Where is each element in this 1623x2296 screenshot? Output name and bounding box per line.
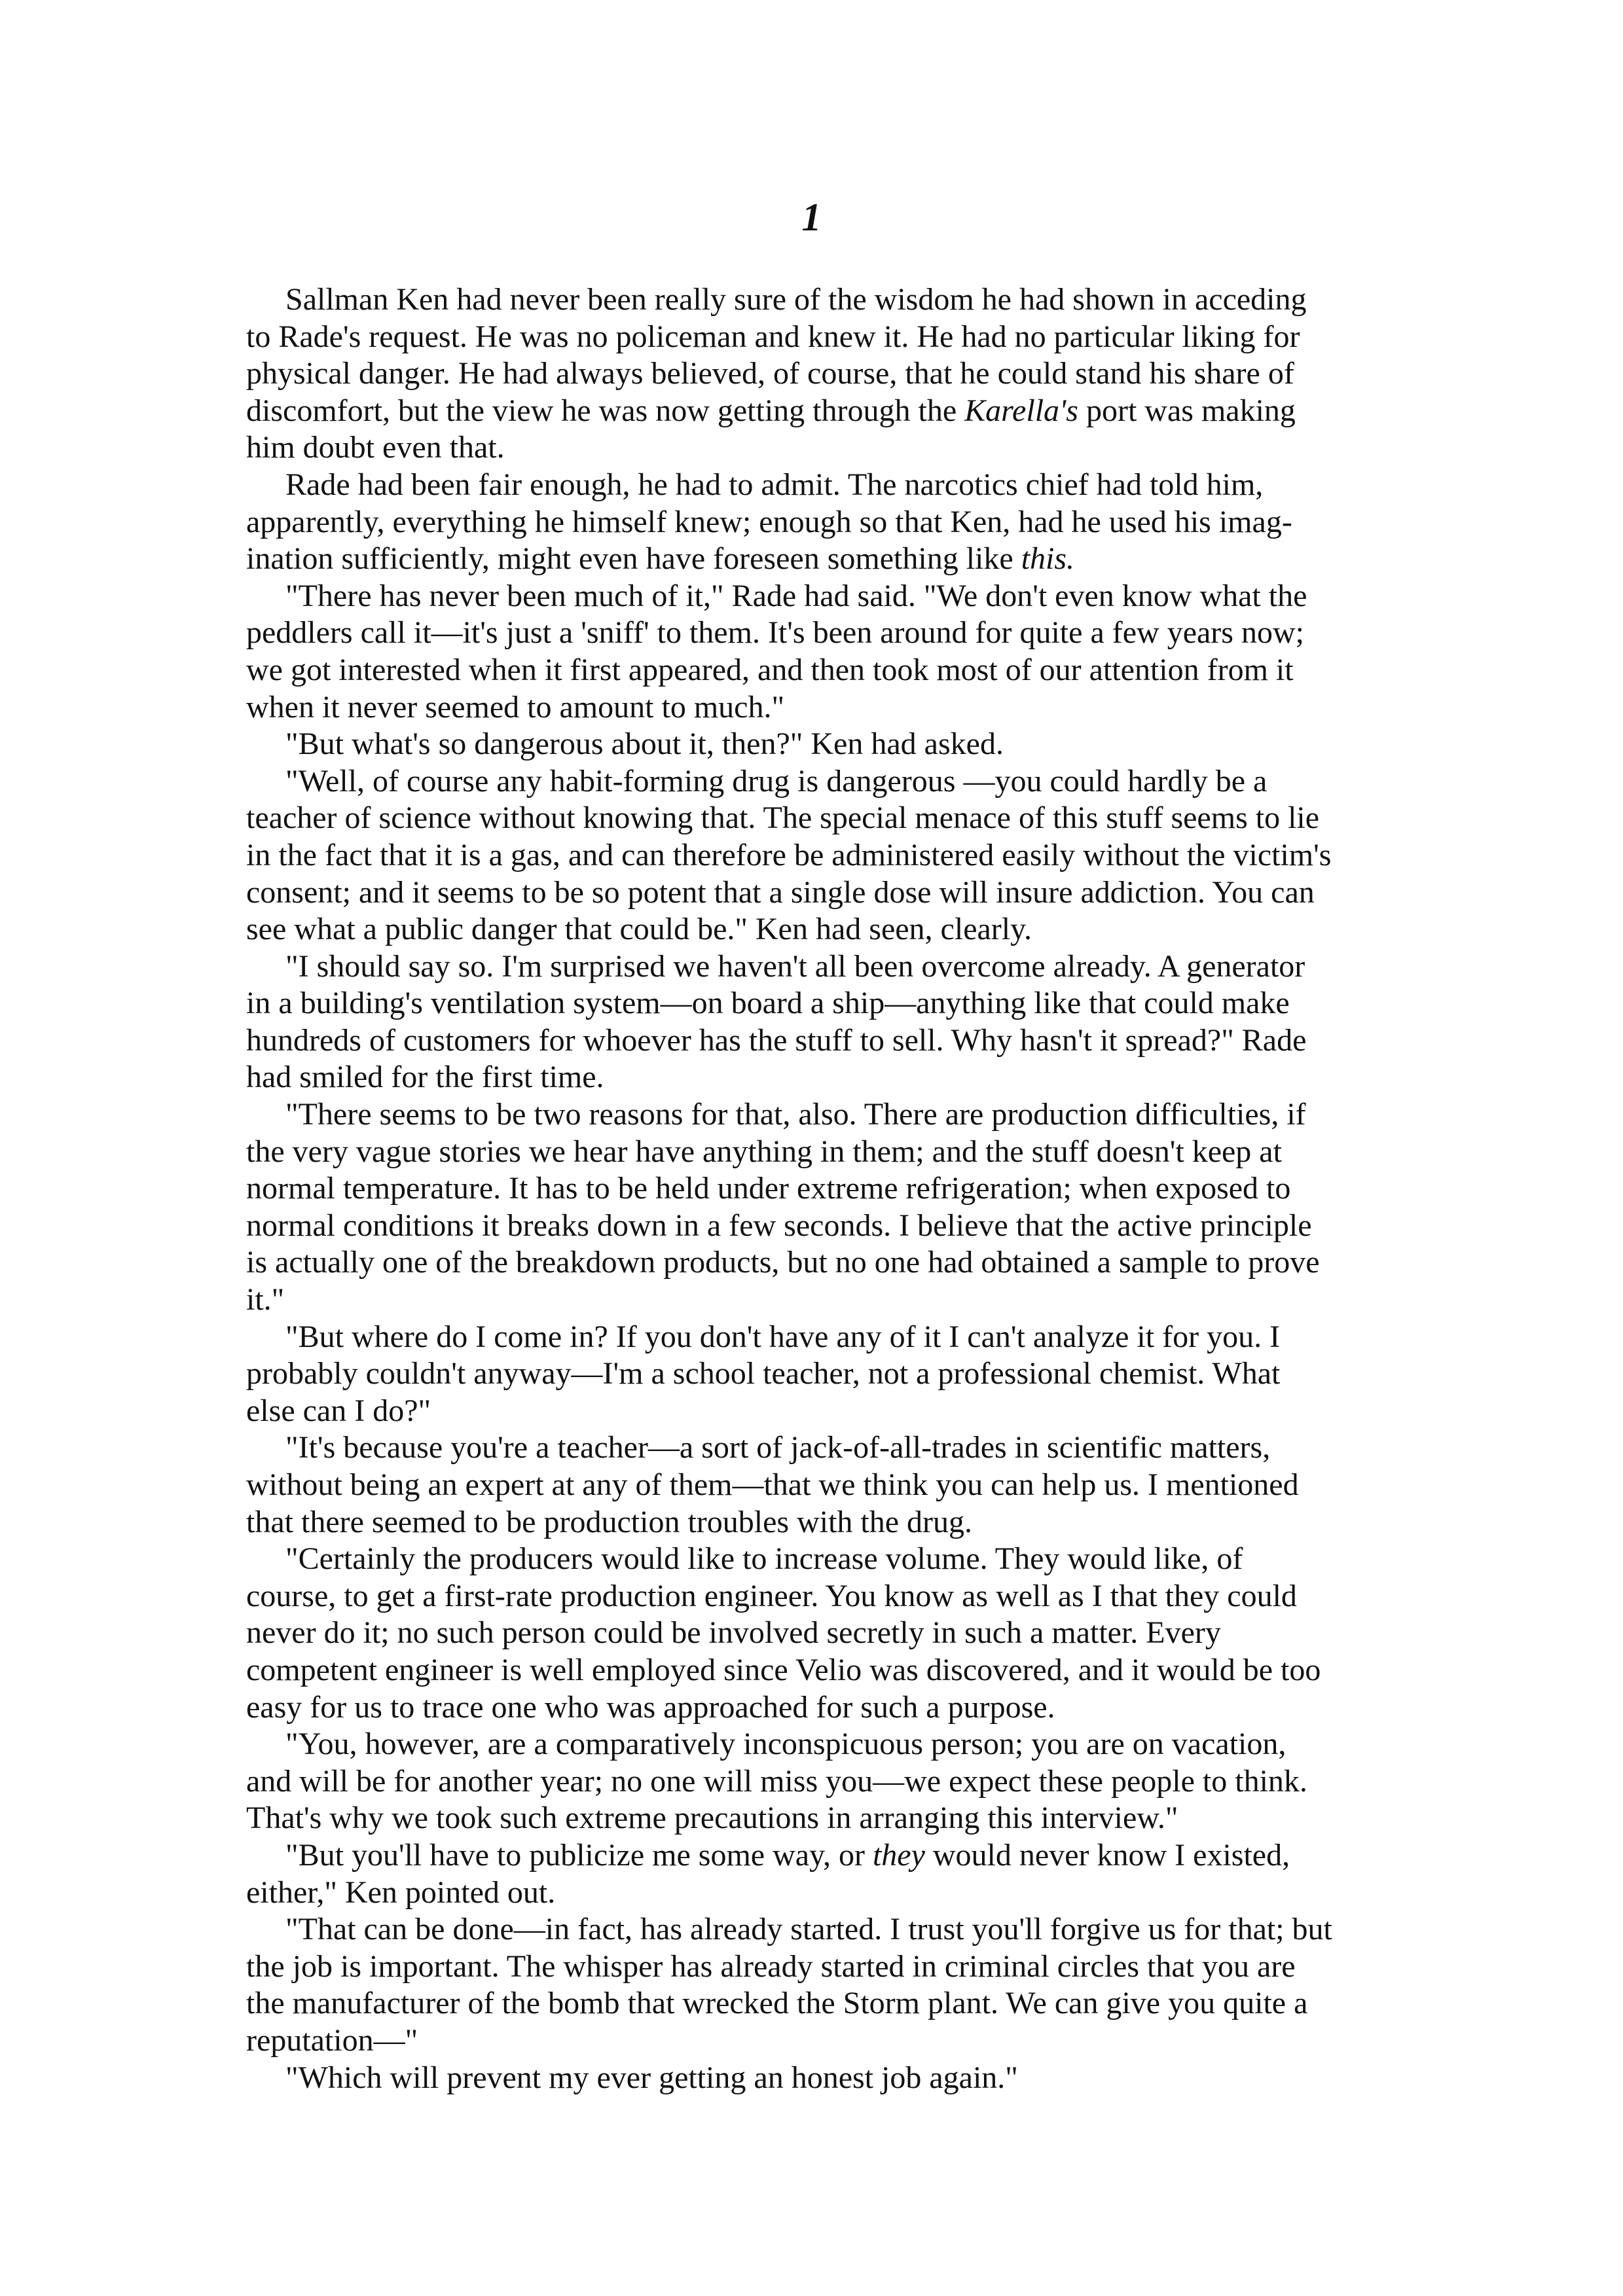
text-line xyxy=(207,355,1387,393)
text-line xyxy=(246,726,1387,763)
text-segment: course, to get a first-rate production engineer. You know as well as I that they could xyxy=(246,1578,1297,1613)
paragraph xyxy=(246,1319,1387,1430)
text-segment: when it never seemed to amount to much." xyxy=(246,689,785,725)
text-line xyxy=(246,281,1387,319)
text-line xyxy=(246,1911,1387,1948)
text-line xyxy=(207,874,1387,912)
text-line xyxy=(207,652,1387,689)
text-segment: discomfort, but the view he was now getting through the xyxy=(246,393,965,428)
text-segment: "There seems to be two reasons for that, also. There are production difficulties, if xyxy=(285,1097,1306,1132)
text-segment: Rade had been fair enough, he had to admit. The narcotics chief had told him, xyxy=(285,467,1264,502)
text-line xyxy=(207,800,1387,837)
paragraph xyxy=(246,763,1387,948)
text-segment: the manufacturer of the bomb that wrecked the Storm plant. We can give you quite a xyxy=(246,1986,1308,2021)
text-line xyxy=(207,1170,1387,1208)
text-segment: without being an expert at any of them—that we think you can help us. I mentioned xyxy=(246,1467,1299,1502)
text-segment: That's why we took such extreme precautions in arranging this interview." xyxy=(246,1801,1178,1836)
text-line xyxy=(207,1134,1387,1171)
paragraph xyxy=(246,1726,1387,1837)
text-line xyxy=(207,319,1387,356)
paragraph xyxy=(246,1911,1387,2059)
text-segment: him doubt even that. xyxy=(246,430,505,465)
text-segment: see what a public danger that could be." Ken had seen, clearly. xyxy=(246,912,1032,947)
text-line xyxy=(207,393,1387,430)
text-line xyxy=(207,1948,1387,1986)
chapter-number: 1 xyxy=(801,196,822,239)
text-segment: "You, however, are a comparatively inconspicuous person; you are on vacation, xyxy=(285,1727,1286,1762)
text-segment: we got interested when it first appeared, and then took most of our attention from it xyxy=(246,652,1294,687)
text-segment: to Rade's request. He was no policeman and knew it. He had no particular liking for xyxy=(246,319,1300,354)
text-segment: and will be for another year; no one will miss you—we expect these people to think. xyxy=(246,1763,1307,1799)
text-segment: "There has never been much of it," Rade had said. "We don't even know what the xyxy=(285,578,1307,613)
text-line xyxy=(246,1726,1387,1763)
text-segment: "Certainly the producers would like to increase volume. They would like, of xyxy=(285,1541,1243,1577)
text-segment: normal temperature. It has to be held under extreme refrigeration; when exposed to xyxy=(246,1171,1291,1206)
paragraph xyxy=(246,948,1387,1096)
text-segment: apparently, everything he himself knew; enough so that Ken, had he used his imag- xyxy=(246,504,1292,539)
paragraph xyxy=(246,578,1387,726)
text-line xyxy=(246,2060,1387,2097)
text-segment: probably couldn't anyway—I'm a school teacher, not a professional chemist. What xyxy=(246,1356,1281,1391)
italic-text: Karella's xyxy=(964,393,1078,428)
text-line xyxy=(207,837,1387,874)
text-segment: never do it; no such person could be involved secretly in such a matter. Every xyxy=(246,1615,1221,1651)
text-segment: hundreds of customers for whoever has the stuff to sell. Why hasn't it spread?" Rade xyxy=(246,1022,1307,1058)
paragraph xyxy=(246,726,1387,763)
text-line xyxy=(207,1985,1387,2022)
text-segment: ination sufficiently, might even have foreseen something like xyxy=(246,541,1021,577)
text-segment: "But you'll have to publicize me some way, or xyxy=(285,1837,873,1873)
text-line xyxy=(207,1059,1387,1096)
paragraph xyxy=(246,1541,1387,1726)
text-segment: the very vague stories we hear have anything in them; and the stuff doesn't keep at xyxy=(246,1134,1282,1169)
text-line xyxy=(207,1874,1387,1912)
text-line xyxy=(207,1578,1387,1615)
text-line xyxy=(207,1763,1387,1801)
paragraph xyxy=(246,467,1387,578)
text-line xyxy=(207,1393,1387,1430)
text-line xyxy=(246,1096,1387,1134)
text-segment: "I should say so. I'm surprised we haven't all been overcome already. A generator xyxy=(285,948,1305,984)
text-segment: had smiled for the first time. xyxy=(246,1060,604,1095)
text-segment: normal conditions it breaks down in a few seconds. I believe that the active principle xyxy=(246,1208,1312,1243)
text-segment: "It's because you're a teacher—a sort of jack-of-all-trades in scientific matters, xyxy=(285,1430,1271,1465)
paragraph xyxy=(246,1096,1387,1319)
text-line xyxy=(207,504,1387,541)
text-line xyxy=(246,1541,1387,1578)
text-segment: teacher of science without knowing that. The special menace of this stuff seems to lie xyxy=(246,800,1320,836)
text-segment: "That can be done—in fact, has already started. I trust you'll forgive us for that; but xyxy=(285,1912,1332,1947)
text-line xyxy=(207,911,1387,948)
paragraph xyxy=(246,281,1387,467)
text-segment: "Which will prevent my ever getting an honest job again." xyxy=(285,2060,1018,2095)
text-segment: "Well, of course any habit-forming drug is dangerous —you could hardly be a xyxy=(285,763,1267,798)
paragraph xyxy=(246,2060,1387,2097)
paragraph xyxy=(246,1837,1387,1911)
text-line xyxy=(207,1244,1387,1282)
italic-text: this. xyxy=(1021,541,1075,577)
text-segment: easy for us to trace one who was approached for such a purpose. xyxy=(246,1689,1055,1725)
text-line xyxy=(207,1467,1387,1504)
text-line xyxy=(207,1022,1387,1060)
text-segment: either," Ken pointed out. xyxy=(246,1874,556,1910)
text-segment: physical danger. He had always believed, of course, that he could stand his share of xyxy=(246,356,1294,391)
text-line xyxy=(207,541,1387,578)
text-segment: else can I do?" xyxy=(246,1393,431,1428)
text-segment: consent; and it seems to be so potent that a single dose will insure addiction. You can xyxy=(246,874,1315,910)
text-line xyxy=(207,2022,1387,2060)
text-segment: the job is important. The whisper has already started in criminal circles that you are xyxy=(246,1948,1296,1984)
paragraph xyxy=(246,1429,1387,1541)
text-line xyxy=(207,1689,1387,1727)
text-line xyxy=(246,1429,1387,1467)
text-segment: competent engineer is well employed since Velio was discovered, and it would be too xyxy=(246,1652,1321,1687)
text-segment: that there seemed to be production troubles with the drug. xyxy=(246,1504,973,1539)
text-line xyxy=(207,615,1387,652)
text-line xyxy=(207,1615,1387,1652)
text-line xyxy=(246,1837,1387,1874)
text-line xyxy=(207,1504,1387,1541)
text-line xyxy=(207,985,1387,1022)
text-line xyxy=(246,578,1387,615)
text-segment: "But what's so dangerous about it, then?" Ken had asked. xyxy=(285,726,1004,762)
text-segment: reputation—" xyxy=(246,2022,418,2058)
text-segment: in a building's ventilation system—on board a ship—anything like that could make xyxy=(246,986,1290,1021)
text-line xyxy=(207,1282,1387,1319)
text-line xyxy=(246,948,1387,986)
text-segment: it." xyxy=(246,1282,285,1318)
text-segment: port was making xyxy=(1078,393,1296,428)
text-line xyxy=(207,1355,1387,1393)
text-segment: would never know I existed, xyxy=(924,1837,1290,1873)
text-line xyxy=(207,1652,1387,1689)
text-line xyxy=(207,1800,1387,1837)
text-line xyxy=(246,763,1387,800)
text-line xyxy=(207,1208,1387,1245)
text-line xyxy=(246,467,1387,504)
italic-text: they xyxy=(872,1837,925,1873)
text-line xyxy=(207,429,1387,467)
text-line xyxy=(207,689,1387,726)
text-segment: is actually one of the breakdown products, but no one had obtained a sample to prove xyxy=(246,1245,1320,1280)
text-segment: peddlers call it—it's just a 'sniff' to them. It's been around for quite a few years now; xyxy=(246,615,1304,651)
text-segment: Sallman Ken had never been really sure of the wisdom he had shown in acceding xyxy=(285,282,1307,317)
text-line xyxy=(246,1319,1387,1356)
text-segment: in the fact that it is a gas, and can therefore be administered easily without the victim's xyxy=(246,837,1332,872)
text-segment: "But where do I come in? If you don't have any of it I can't analyze it for you. I xyxy=(285,1319,1281,1354)
chapter-body-text xyxy=(246,281,1387,2096)
